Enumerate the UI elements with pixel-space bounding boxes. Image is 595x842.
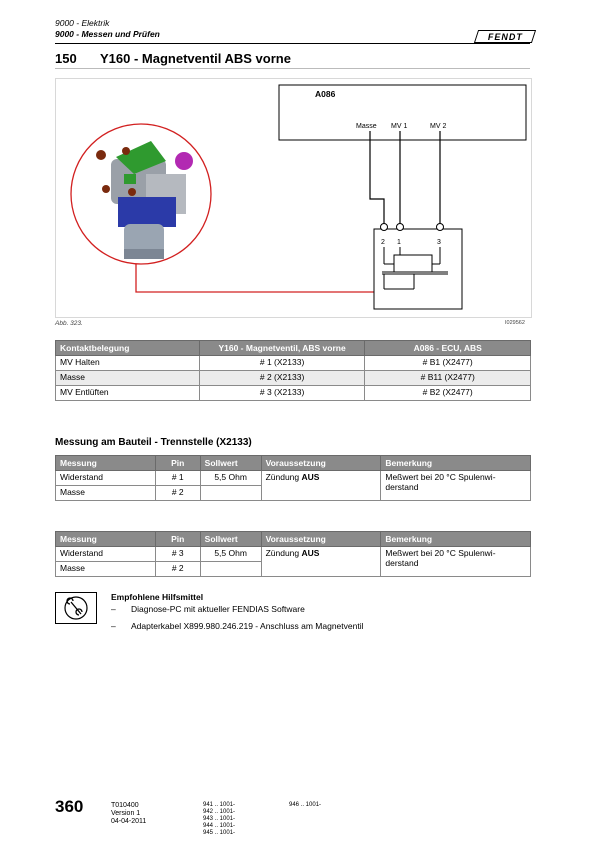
condition-cell: Zündung AUS [261, 547, 381, 577]
col-header: Pin [155, 456, 200, 471]
remark-cell: Meßwert bei 20 °C Spulenwi-derstand [381, 547, 531, 577]
header-rule [55, 43, 530, 44]
pin-num-2: 2 [381, 239, 385, 246]
pin-label-masse: Masse [356, 123, 377, 130]
table-header [56, 532, 531, 547]
remark-cell: Meßwert bei 20 °C Spulenwi-derstand [381, 471, 531, 501]
col-header: Sollwert [200, 532, 261, 547]
pin-num-3: 3 [437, 239, 441, 246]
col-header: Pin [155, 532, 200, 547]
cell [200, 562, 261, 577]
figure-caption: Abb. 323. [55, 320, 83, 327]
wiring-diagram [56, 79, 531, 317]
table-header [56, 341, 531, 356]
cell: # B11 (X2477) [365, 371, 531, 386]
table-row [56, 371, 531, 386]
cell: MV Entlüften [56, 386, 200, 401]
col-header: Bemerkung [381, 532, 531, 547]
figure-id: I029562 [505, 320, 525, 326]
header-subchapter: 9000 - Messen und Prüfen [55, 29, 160, 39]
cell: # 2 [155, 562, 200, 577]
measurement-table-1 [55, 455, 531, 501]
wrench-icon [56, 593, 96, 623]
measurement-heading: Messung am Bauteil - Trennstelle (X2133) [55, 437, 252, 448]
tool-item: – Adapterkabel X899.980.246.219 - Anschluss am Magnetventil [111, 621, 364, 631]
tool-item: – Diagnose-PC mit aktueller FENDIAS Software [111, 604, 305, 614]
col-header: Voraussetzung [261, 532, 381, 547]
ecu-label: A086 [315, 89, 336, 99]
cell: # 1 [155, 471, 200, 486]
cell: 5,5 Ohm [200, 547, 261, 562]
header-chapter: 9000 - Elektrik [55, 18, 110, 28]
cell: # B1 (X2477) [365, 356, 531, 371]
condition-cell: Zündung AUS [261, 471, 381, 501]
signal-wires [370, 131, 440, 224]
table-row [56, 356, 531, 371]
pin-label-mv1: MV 1 [391, 123, 408, 130]
model-list-1: 941 .. 1001- 942 .. 1001- 943 .. 1001- 944 .. 1001- 945 .. 1001- [203, 802, 236, 836]
cell: # 2 (X2133) [199, 371, 365, 386]
title-rule [55, 68, 530, 69]
section-title: Y160 - Magnetventil ABS vorne [100, 51, 291, 66]
col-header: Kontaktbelegung [56, 341, 200, 356]
valve-illustration [71, 124, 211, 264]
col-header: Messung [56, 532, 156, 547]
cell: Masse [56, 486, 156, 501]
measurement-table-2 [55, 531, 531, 577]
table-header [56, 456, 531, 471]
table-row [56, 547, 531, 562]
pin-assignment-table [55, 340, 531, 401]
cell: Masse [56, 562, 156, 577]
model-list-2: 946 .. 1001- [289, 802, 322, 808]
page-number: 360 [55, 797, 84, 816]
table-row [56, 386, 531, 401]
cell: # B2 (X2477) [365, 386, 531, 401]
cell: # 3 (X2133) [199, 386, 365, 401]
col-header: Sollwert [200, 456, 261, 471]
col-header: Y160 - Magnetventil, ABS vorne [199, 341, 365, 356]
wiring-figure [55, 78, 532, 318]
pin-label-mv2: MV 2 [430, 123, 447, 130]
col-header: A086 - ECU, ABS [365, 341, 531, 356]
cell: # 3 [155, 547, 200, 562]
cell: Masse [56, 371, 200, 386]
cell: Widerstand [56, 547, 156, 562]
col-header: Voraussetzung [261, 456, 381, 471]
cell: # 2 [155, 486, 200, 501]
col-header: Messung [56, 456, 156, 471]
cell: Widerstand [56, 471, 156, 486]
brand-logo: FENDT [474, 30, 536, 43]
pin-num-1: 1 [397, 239, 401, 246]
col-header: Bemerkung [381, 456, 531, 471]
doc-info: T010400 Version 1 04-04-2011 [111, 802, 147, 825]
cell [200, 486, 261, 501]
tools-title: Empfohlene Hilfsmittel [111, 592, 204, 602]
cell: # 1 (X2133) [199, 356, 365, 371]
cell: 5,5 Ohm [200, 471, 261, 486]
tool-icon-box [55, 592, 97, 624]
table-row [56, 471, 531, 486]
section-number: 150 [55, 51, 77, 66]
valve-connector-box [374, 229, 462, 309]
cell: MV Halten [56, 356, 200, 371]
